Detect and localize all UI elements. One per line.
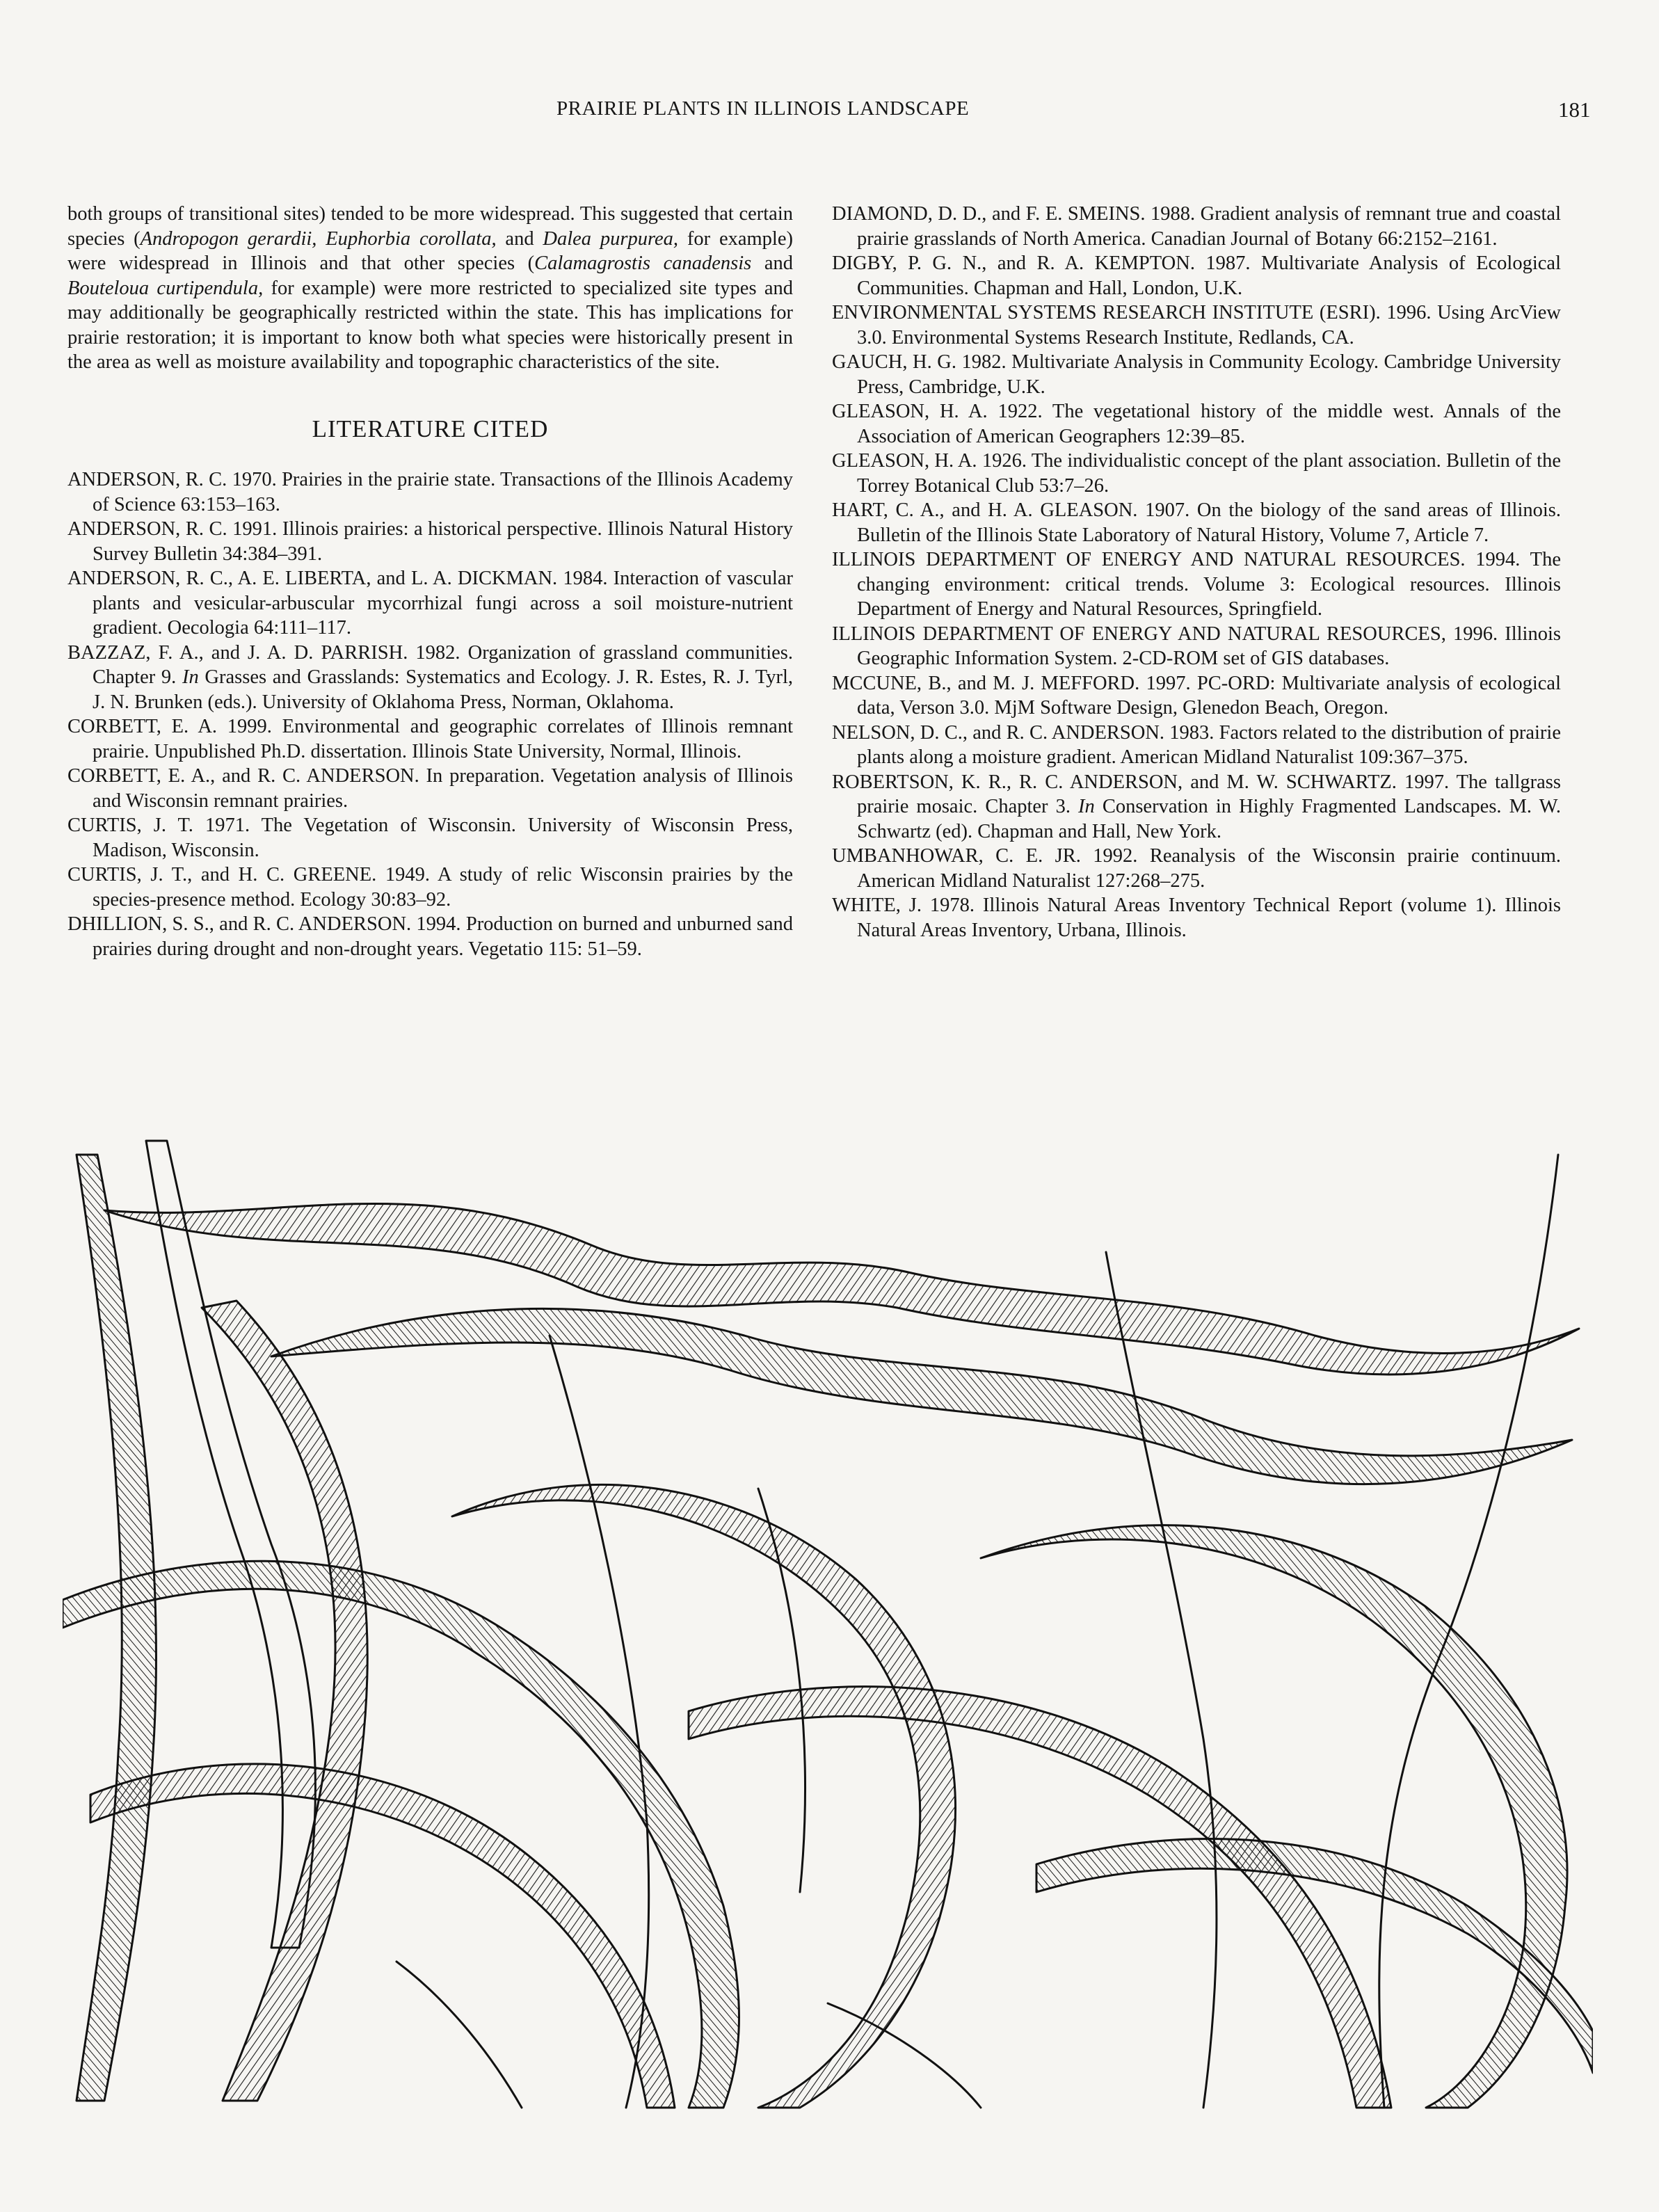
reference-entry: ANDERSON, R. C., A. E. LIBERTA, and L. A. DICKMAN. 1984. Interaction of vascular plants and vesicular-arbuscular mycorrhizal fungi across a soil moisture-nutrient gradient. Oecologia 64:111–117. xyxy=(67,568,793,639)
reference-entry: DIAMOND, D. D., and F. E. SMEINS. 1988. Gradient analysis of remnant true and coastal prairie grasslands of North America. Canadian Journal of Botany 66:2152–2161. xyxy=(832,203,1561,250)
reference-entry: MCCUNE, B., and M. J. MEFFORD. 1997. PC-ORD: Multivariate analysis of ecological data, Verson 3.0. MjM Software Design, Glenedon Beach, Oregon. xyxy=(832,672,1561,719)
reference-entry: CORBETT, E. A. 1999. Environmental and geographic correlates of Illinois remnant prairie. Unpublished Ph.D. dissertation. Illinois State University, Normal, Illinois. xyxy=(67,716,793,762)
page-number: 181 xyxy=(1558,97,1591,122)
species-name: Dalea purpurea, xyxy=(543,227,679,250)
references-right xyxy=(832,202,1561,943)
intro-text-5: for example) were more restricted to specialized site types and may additionally be geographically restricted within the state. This has implications for prairie restoration; it is important to know both what species were historically present in the area as well as moisture availability and topographic characteristics of the site. xyxy=(67,277,793,373)
intro-text-3: for example) were widespread in Illinois and that other species ( xyxy=(67,227,793,274)
reference-entry: CORBETT, E. A., and R. C. ANDERSON. In preparation. Vegetation analysis of Illinois and Wisconsin remnant prairies. xyxy=(67,765,793,812)
reference-entry: CURTIS, J. T. 1971. The Vegetation of Wisconsin. University of Wisconsin Press, Madison, Wisconsin. xyxy=(67,815,793,861)
references-left xyxy=(67,467,793,961)
reference-entry: GAUCH, H. G. 1982. Multivariate Analysis in Community Ecology. Cambridge University Press, Cambridge, U.K. xyxy=(832,351,1561,398)
reference-entry: GLEASON, H. A. 1926. The individualistic concept of the plant association. Bulletin of the Torrey Botanical Club 53:7–26. xyxy=(832,450,1561,497)
reference-entry: ENVIRONMENTAL SYSTEMS RESEARCH INSTITUTE (ESRI). 1996. Using ArcView 3.0. Environmental Systems Research Institute, Redlands, CA. xyxy=(832,302,1561,348)
reference-entry: ANDERSON, R. C. 1991. Illinois prairies: a historical perspective. Illinois Natural History Survey Bulletin 34:384–391. xyxy=(67,518,793,565)
reference-entry: BAZZAZ, F. A., and J. A. D. PARRISH. 1982. Organization of grassland communities. Chapter 9. In Grasses and Grasslands: Systematics and Ecology. J. R. Estes, R. J. Tyrl, J. N. Brunken (eds.). University of Oklahoma Press, Norman, Oklahoma. xyxy=(67,641,794,713)
left-column xyxy=(67,202,793,961)
reference-entry: ANDERSON, R. C. 1970. Prairies in the prairie state. Transactions of the Illinois Academy of Science 63:153–163. xyxy=(67,469,793,515)
species-name: Calamagrostis canadensis xyxy=(534,253,752,274)
running-head: PRAIRIE PLANTS IN ILLINOIS LANDSCAPE xyxy=(556,97,970,120)
reference-entry: ROBERTSON, K. R., R. C. ANDERSON, and M. W. SCHWARTZ. 1997. The tallgrass prairie mosaic. Chapter 3. In Conservation in Highly Fragmented Landscapes. M. W. Schwartz (ed). Chapman and Hall, New York. xyxy=(832,771,1562,842)
reference-entry: NELSON, D. C., and R. C. ANDERSON. 1983. Factors related to the distribution of prairie plants along a moisture gradient. American Midland Naturalist 109:367–375. xyxy=(832,721,1561,768)
section-heading: LITERATURE CITED xyxy=(312,415,549,442)
species-name: Bouteloua curtipendula, xyxy=(67,277,264,299)
intro-text-4: and xyxy=(751,253,794,274)
species-name: Andropogon gerardii, Euphorbia corollata, xyxy=(140,227,497,250)
grass-illustration xyxy=(63,1127,1593,2115)
intro-text-2: and xyxy=(496,227,543,250)
reference-entry: WHITE, J. 1978. Illinois Natural Areas Inventory Technical Report (volume 1). Illinois Natural Areas Inventory, Urbana, Illinois. xyxy=(832,895,1561,941)
right-column xyxy=(832,202,1561,943)
reference-entry: ILLINOIS DEPARTMENT OF ENERGY AND NATURAL RESOURCES, 1996. Illinois Geographic Information System. 2-CD-ROM set of GIS databases. xyxy=(832,623,1561,669)
reference-entry: UMBANHOWAR, C. E. JR. 1992. Reanalysis of the Wisconsin prairie continuum. American Midland Naturalist 127:268–275. xyxy=(832,845,1561,892)
reference-entry: DIGBY, P. G. N., and R. A. KEMPTON. 1987. Multivariate Analysis of Ecological Communities. Chapman and Hall, London, U.K. xyxy=(832,253,1561,299)
intro-paragraph xyxy=(67,202,793,375)
reference-entry: HART, C. A., and H. A. GLEASON. 1907. On the biology of the sand areas of Illinois. Bulletin of the Illinois State Laboratory of Natural History, Volume 7, Article 7. xyxy=(832,499,1561,546)
intro-text-1: both groups of transitional sites) tended to be more widespread. This suggested that certain species ( xyxy=(67,203,793,250)
reference-entry: DHILLION, S. S., and R. C. ANDERSON. 1994. Production on burned and unburned sand prairies during drought and non-drought years. Vegetatio 115: 51–59. xyxy=(67,913,793,960)
reference-entry: CURTIS, J. T., and H. C. GREENE. 1949. A study of relic Wisconsin prairies by the species-presence method. Ecology 30:83–92. xyxy=(67,864,793,911)
reference-entry: GLEASON, H. A. 1922. The vegetational history of the middle west. Annals of the Association of American Geographers 12:39–85. xyxy=(832,401,1561,447)
reference-entry: ILLINOIS DEPARTMENT OF ENERGY AND NATURAL RESOURCES. 1994. The changing environment: critical trends. Volume 3: Ecological resources. Illinois Department of Energy and Natural Resources, Springfield. xyxy=(832,549,1561,620)
